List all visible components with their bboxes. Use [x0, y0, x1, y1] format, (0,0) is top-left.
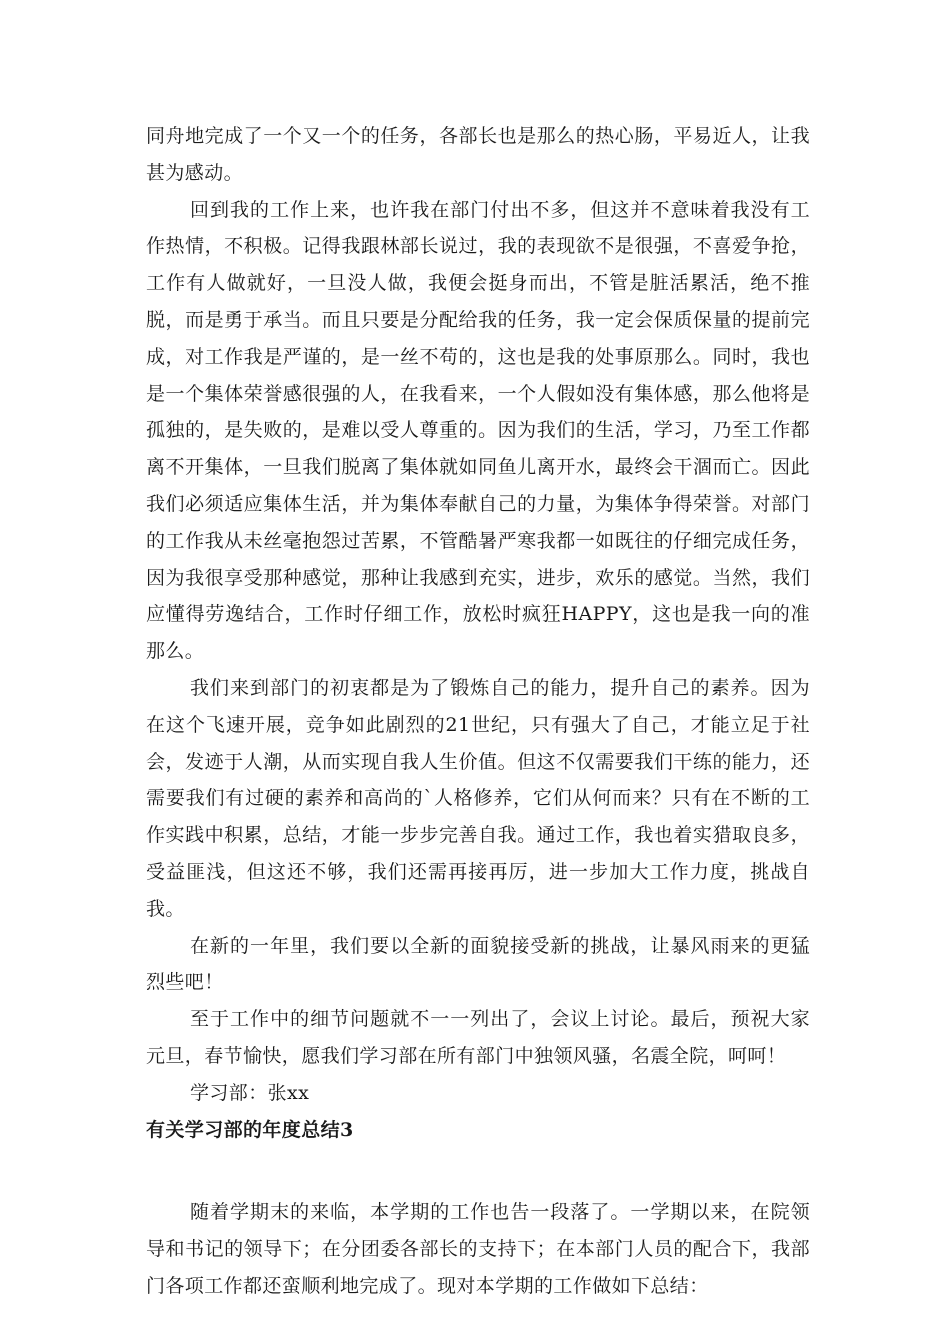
document-page: [146, 118, 810, 1305]
paragraph-semester-intro: 随着学期末的来临，本学期的工作也告一段落了。一学期以来，在院领导和书记的领导下；在分团委各部长的支持下；在本部门人员的配合下，我部门各项工作都还蛮顺利地完成了。现对本学期的工作做如下总结：: [146, 1201, 810, 1297]
signature-line: 学习部：张xx: [190, 1081, 310, 1104]
paragraph-new-year: 在新的一年里，我们要以全新的面貌接受新的挑战，让暴风雨来的更猛烈些吧！: [146, 934, 810, 994]
paragraph-work-attitude: 回到我的工作上来，也许我在部门付出不多，但这并不意味着我没有工作热情，不积极。记得我跟林部长说过，我的表现欲不是很强，不喜爱争抢，工作有人做就好，一旦没人做，我便会挺身而出，不管是脏活累活，绝不推脱，而是勇于承当。而且只要是分配给我的任务，我一定会保质保量的提前完成，对工作我是严谨的，是一丝不苟的，这也是我的处事原那么。同时，我也是一个集体荣誉感很强的人，在我看来，一个人假如没有集体感，那么他将是孤独的，是失败的，是难以受人尊重的。因为我们的生活，学习，乃至工作都离不开集体，一旦我们脱离了集体就如同鱼儿离开水，最终会干涸而亡。因此我们必须适应集体生活，并为集体奉献自己的力量，为集体争得荣誉。对部门的工作我从未丝毫抱怨过苦累，不管酷暑严寒我都一如既往的仔细完成任务，因为我很享受那种感觉，那种让我感到充实，进步，欢乐的感觉。当然，我们应懂得劳逸结合，工作时仔细工作，放松时疯狂HAPPY，这也是我一向的准那么。: [146, 198, 810, 663]
paragraph-closing-wishes: 至于工作中的细节问题就不一一列出了，会议上讨论。最后，预祝大家元旦，春节愉快，愿我们学习部在所有部门中独领风骚，名震全院，呵呵！: [146, 1008, 810, 1067]
paragraph-department-purpose: 我们来到部门的初衷都是为了锻炼自己的能力，提升自己的素养。因为在这个飞速开展，竞争如此剧烈的21世纪，只有强大了自己，才能立足于社会，发迹于人潮，从而实现自我人生价值。但这不仅需要我们干练的能力，还需要我们有过硬的素养和高尚的`人格修养，它们从何而来？只有在不断的工作实践中积累，总结，才能一步步完善自我。通过工作，我也着实猎取良多，受益匪浅，但这还不够，我们还需再接再厉，进一步加大工作力度，挑战自我。: [146, 676, 810, 920]
spacer: [146, 1148, 810, 1194]
section-title: 有关学习部的年度总结3: [146, 1118, 354, 1141]
paragraph-continuation: 同舟地完成了一个又一个的任务，各部长也是那么的热心肠，平易近人，让我甚为感动。: [146, 125, 810, 184]
